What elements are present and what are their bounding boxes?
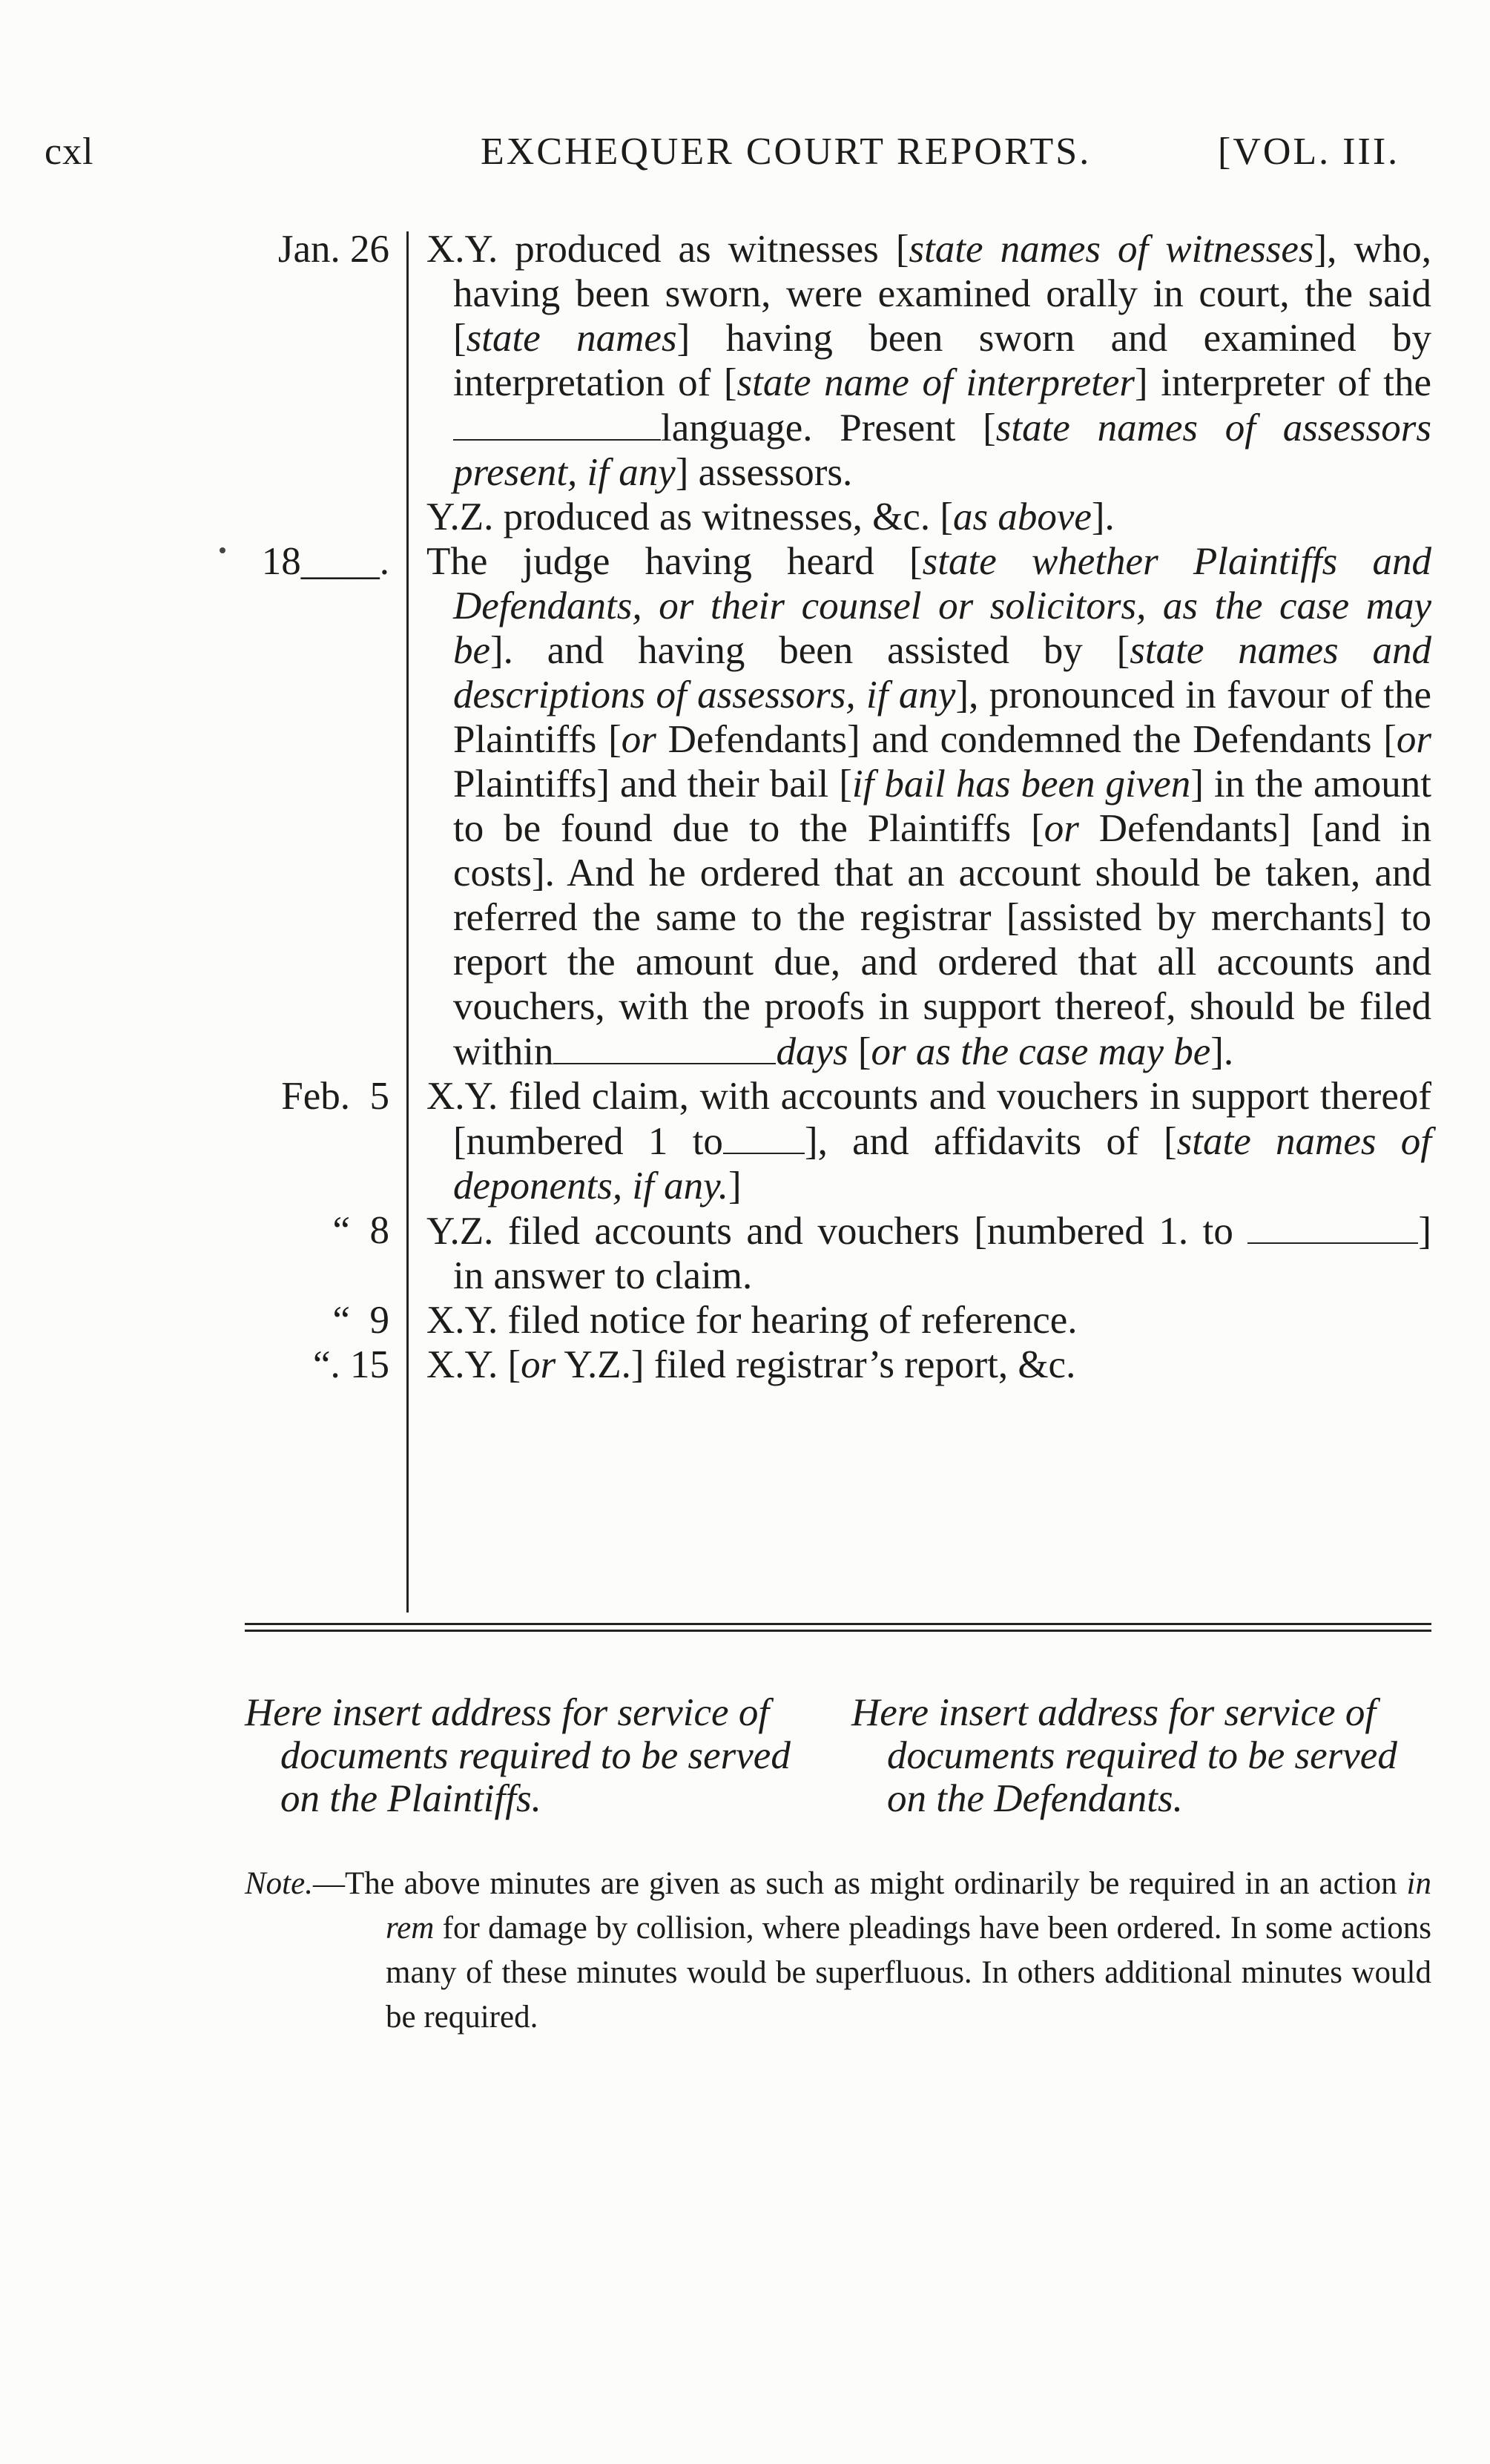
text-run: [ [848,1030,871,1073]
minute-date: Feb. 5 [281,1075,389,1118]
minute-entry [245,1208,1431,1298]
minute-text [426,227,1431,495]
fill-in-blank [723,1119,805,1154]
italic-instruction: or [1044,807,1079,850]
minute-date: 18____. [261,540,389,583]
italic-instruction: state whether Plaintiffs and Defendants, or their counsel or solicitors, as the case may be [453,540,1432,672]
minute-entry [245,495,1431,539]
minute-date: “ 8 [332,1209,389,1252]
text-run: ] assessors. [675,451,853,494]
text-run: X.Y. produced as witnesses [ [426,228,909,271]
minute-text [426,539,1431,1074]
text-run: ] in the amount to be found due to the Plaintiffs [ [453,762,1431,850]
footnote [245,1862,1431,2040]
italic-instruction: or [621,718,656,761]
italic-instruction: state names of witnesses [909,228,1314,271]
text-run: Y.Z. filed accounts and vouchers [numbered 1. to [426,1210,1248,1253]
text-run: ] having been sworn and examined by interpretation of [ [453,317,1431,404]
minute-text [426,1343,1431,1387]
fill-in-blank [453,405,661,441]
double-rule-bottom [245,1630,1431,1632]
text-run: Plaintiffs] and their bail [ [453,762,852,806]
minute-entry [245,1298,1431,1343]
page-number: cxl [44,131,94,173]
minute-entry [245,1074,1431,1208]
note-italic: in rem [386,1866,1431,1946]
italic-instruction: state names and descriptions of assessors, if any [453,629,1431,717]
note-text-after: for damage by collision, where pleadings have been ordered. In some actions many of these minutes would be superfluous. In others additional minutes would be required. [386,1911,1431,2035]
text-run: ], and affidavits of [ [804,1120,1177,1163]
text-run: ]. [1091,495,1115,538]
italic-instruction: as above [952,495,1092,538]
plaintiff-address-box [245,1691,816,1820]
double-rule-top [245,1623,1431,1625]
minute-text [426,495,1431,539]
text-run: ] in answer to claim. [453,1210,1431,1297]
italic-instruction: days [776,1030,848,1073]
minute-date: “. 15 [312,1343,389,1386]
text-run: Y.Z. produced as witnesses, &c. [ [426,495,953,538]
minute-entry [245,539,1431,1074]
defendant-address-box [851,1691,1423,1820]
minute-entry [245,1343,1431,1387]
text-run: Defendants] and condemned the Defendants [ [656,718,1397,761]
italic-instruction: if bail has been given [851,762,1191,806]
plaintiff-address-text: Here insert address for service of documents required to be served on the Plaintiffs. [245,1691,791,1820]
text-run: X.Y. filed notice for hearing of reference. [426,1299,1078,1342]
text-run: language. Present [ [661,406,996,449]
text-run: ], pronounced in favour of the Plaintiffs [ [453,673,1431,761]
italic-instruction: or [521,1343,556,1386]
text-run: ]. and having been assisted by [ [490,629,1130,672]
text-run: Y.Z.] filed registrar’s report, &c. [556,1343,1076,1386]
italic-instruction: state names of deponents, if any. [453,1120,1432,1208]
fill-in-blank [553,1029,776,1064]
defendant-address-text: Here insert address for service of documents required to be served on the Defendants. [851,1691,1397,1820]
text-run: The judge having heard [ [426,540,923,583]
note-dash: — [312,1866,345,1901]
note-text-before: The above minutes are given as such as might ordinarily be required in an action [344,1866,1407,1901]
minute-date: “ 9 [332,1299,389,1342]
minute-date: Jan. 26 [277,228,389,271]
ink-speck [220,547,225,553]
text-run: ] interpreter of the [1135,361,1432,404]
text-run: X.Y. [ [426,1343,521,1386]
minute-text [426,1074,1431,1208]
volume-label: [VOL. III. [1218,131,1400,173]
minute-text [426,1208,1431,1298]
text-run: Defendants] [and in costs]. And he ordered that an account should be taken, and referred the same to the registrar [assisted by merchants] to report the amount due, and ordered that all accounts and vouchers, with the proofs in support thereof, should be filed within [453,807,1431,1073]
italic-instruction: state name of interpreter [736,361,1135,404]
text-run: ] [728,1165,742,1208]
note-label: Note. [245,1866,313,1901]
italic-instruction: or as the case may be [871,1030,1211,1073]
minute-text [426,1298,1431,1343]
italic-instruction: state names [466,317,677,360]
running-title: EXCHEQUER COURT REPORTS. [481,131,1092,173]
text-run: ], who, having been sworn, were examined orally in court, the said [ [453,228,1431,360]
minutes-table [245,227,1431,1387]
italic-instruction: or [1396,718,1431,761]
minute-entry [245,227,1431,495]
italic-instruction: state names of assessors present, if any [453,406,1431,494]
text-run: ]. [1210,1030,1234,1073]
text-run: X.Y. filed claim, with accounts and vouchers in support thereof [numbered 1 to [426,1075,1431,1163]
fill-in-blank [1247,1208,1418,1244]
